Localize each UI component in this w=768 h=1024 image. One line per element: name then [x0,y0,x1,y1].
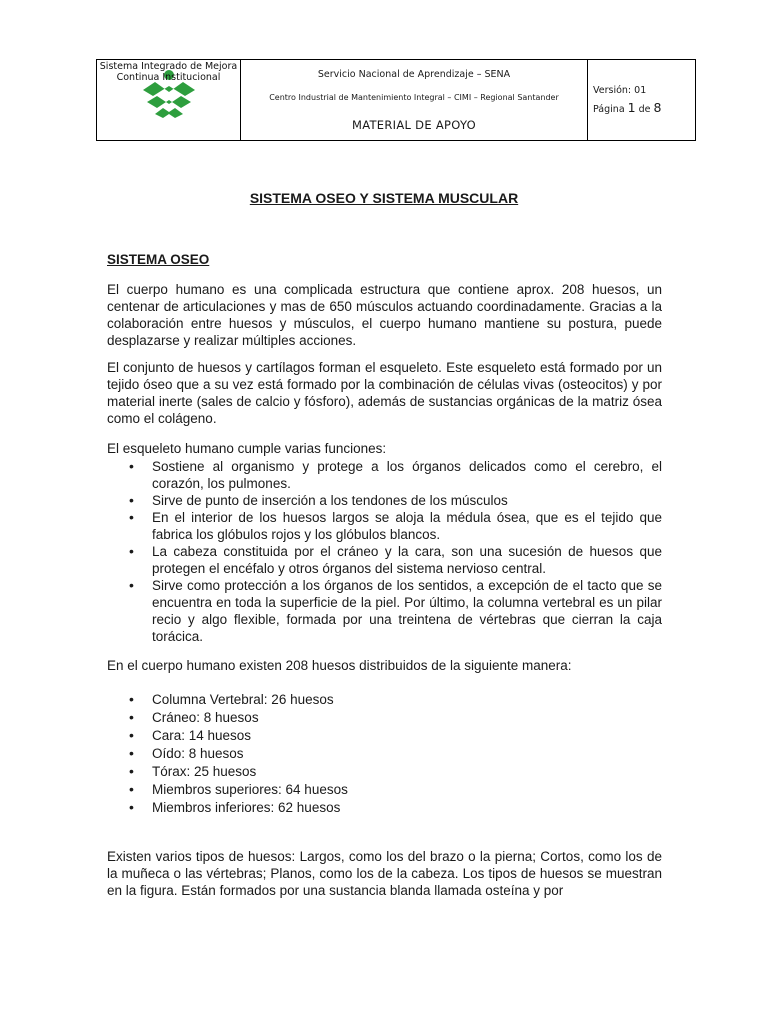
page-current: 1 [627,100,636,115]
paragraph-skeleton: El conjunto de huesos y cartílagos forman el esqueleto. Este esqueleto está formado por un tejido óseo que a su vez está formado por la combinación de células vivas (osteocitos) y por material inerte (sales de calcio y fósforo), además de sustancias orgánicas de la matriz ósea como el colágeno. [107,360,662,426]
list-item: • Oído: 8 huesos [107,745,662,762]
document-type: MATERIAL DE APOYO [351,118,477,132]
document-title: SISTEMA OSEO Y SISTEMA MUSCULAR [249,190,519,206]
functions-list [107,458,662,645]
version-label: Versión: 01 [593,85,647,96]
list-item: • La cabeza constituida por el cráneo y la cara, son una sucesión de huesos que protegen el encéfalo y otros órganos del sistema nervioso central. [107,543,662,577]
paragraph-bone-types: Existen varios tipos de huesos: Largos, como los del brazo o la pierna; Cortos, como los de la muñeca o las vértebras; Planos, como los de la cabeza. Los tipos de huesos se muestran en la figura. Están formados por una sustancia blanda llamada osteína y por [107,849,662,898]
header-institution-cell [241,60,588,140]
page-prefix: Página [593,104,628,115]
org-name: Sistema Integrado de Mejora Continua Institucional [99,61,238,83]
list-item: • Cara: 14 huesos [107,727,662,744]
page-total: 8 [653,100,662,115]
list-item: • Miembros inferiores: 62 huesos [107,799,662,816]
distribution-list [107,691,662,817]
institution-name: Servicio Nacional de Aprendizaje – SENA [317,69,511,80]
paragraph-functions-intro: El esqueleto humano cumple varias funciones: [107,441,387,456]
list-item: • Sirve de punto de inserción a los tendones de los músculos [107,492,662,509]
list-item: • En el interior de los huesos largos se aloja la médula ósea, que es el tejido que fabrica los glóbulos rojos y los glóbulos blancos. [107,509,662,543]
list-item: • Columna Vertebral: 26 huesos [107,691,662,708]
document-header-table [96,59,696,141]
header-org-cell [97,60,241,140]
page-indicator [593,100,661,115]
list-item: • Sostiene al organismo y protege a los órganos delicados como el cerebro, el corazón, los pulmones. [107,458,662,492]
header-version-cell [588,60,695,140]
list-item: • Tórax: 25 huesos [107,763,662,780]
page-mid: de [635,104,654,115]
paragraph-distribution-intro: En el cuerpo humano existen 208 huesos distribuidos de la siguiente manera: [107,658,572,673]
list-item: • Sirve como protección a los órganos de los sentidos, a excepción de el tacto que se encuentra en toda la superficie de la piel. Por último, la columna vertebral es un pilar recio y algo flexible, formada por una treintena de vértebras que cierran la caja torácica. [107,577,662,645]
section-title: SISTEMA OSEO [107,252,210,267]
list-item: • Cráneo: 8 huesos [107,709,662,726]
list-item: • Miembros superiores: 64 huesos [107,781,662,798]
center-name: Centro Industrial de Mantenimiento Integral – CIMI – Regional Santander [269,93,559,102]
paragraph-intro: El cuerpo humano es una complicada estructura que contiene aprox. 208 huesos, un centenar de articulaciones y mas de 650 músculos actuando coordinadamente. Gracias a la colaboración entre huesos y músculos, el cuerpo humano mantiene su postura, puede desplazarse y realizar múltiples acciones. [107,282,662,348]
